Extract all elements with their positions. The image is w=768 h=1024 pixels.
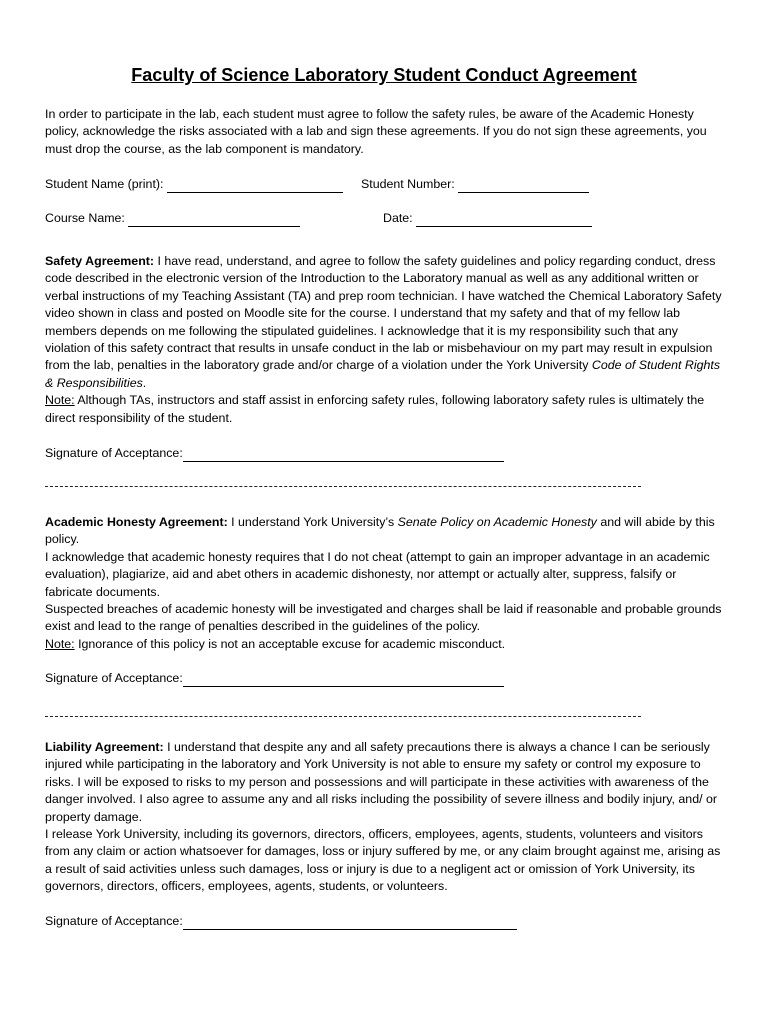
academic-intro-paragraph [45, 514, 725, 549]
section-divider [45, 716, 641, 717]
safety-body: I have read, understand, and agree to follow the safety guidelines and policy regarding conduct, dress code described in the electronic version of the Introduction to the Laboratory manual as well as any additional written or verbal instructions of my Teaching Assistant (TA) and prep room technician. I have watched the Chemical Laboratory Safety video shown in class and posted on Moodle site for the course. I understand that my safety and that of my fellow lab members depends on me following the stipulated guidelines. I acknowledge that it is my responsibility such that any violation of this safety contract that results in unsafe conduct in the lab or misbehaviour on my part may result in expulsion from the lab, penalties in the laboratory grade and/or charge of a violation under the York University [45, 254, 722, 373]
liability-heading: Liability Agreement: [45, 740, 164, 754]
safety-note-text: Although TAs, instructors and staff assist in enforcing safety rules, following laboratory safety rules is ultimately the direct responsibility of the student. [45, 393, 705, 425]
student-number-field[interactable] [361, 176, 589, 193]
academic-intro: I understand York University’s [227, 515, 398, 529]
academic-note-text: Ignorance of this policy is not an acceptable excuse for academic misconduct. [74, 636, 506, 651]
intro-paragraph: In order to participate in the lab, each student must agree to follow the safety rules, be aware of the Academic Honesty policy, acknowledge the risks associated with a lab and sign these agreements. If you do not sign these agreements, you must drop the course, as the lab component is mandatory. [45, 107, 707, 156]
section-divider [45, 486, 641, 487]
safety-note-label: Note: [45, 393, 75, 408]
signature-label: Signature of Acceptance: [45, 446, 183, 460]
academic-note [45, 636, 725, 653]
student-name-field[interactable] [45, 176, 343, 193]
safety-signature-field[interactable] [45, 445, 504, 462]
student-number-label: Student Number: [361, 177, 455, 191]
course-name-line[interactable] [128, 212, 300, 227]
student-name-label: Student Name (print): [45, 177, 164, 191]
signature-label: Signature of Acceptance: [45, 914, 183, 928]
liability-section [45, 739, 725, 896]
academic-signature-field[interactable] [45, 670, 504, 687]
academic-signature-line[interactable] [183, 672, 504, 687]
academic-paragraph-2: I acknowledge that academic honesty requires that I do not cheat (attempt to gain an improper advantage in an academic evaluation), plagiarize, aid and abet others in academic dishonesty, nor attempt or actually alter, suppress, falsify or fabricate documents. [45, 549, 710, 599]
date-label: Date: [383, 211, 413, 225]
signature-label: Signature of Acceptance: [45, 671, 183, 685]
safety-body-end: . [142, 375, 147, 390]
student-number-line[interactable] [458, 178, 589, 193]
liability-signature-field[interactable] [45, 913, 517, 930]
student-name-line[interactable] [167, 178, 343, 193]
academic-section [45, 514, 725, 653]
date-line[interactable] [416, 212, 592, 227]
liability-body: I understand that despite any and all safety precautions there is always a chance I can be seriously injured while participating in the laboratory and York University is not able to ensure my safety or control my exposure to risks. I will be exposed to risks to my person and possessions and will participate in these activities with awareness of the danger involved. I also agree to assume any and all risks including the possibility of severe illness and bodily injury, and/ or property damage. [45, 740, 717, 824]
liability-paragraph-2: I release York University, including its governors, directors, officers, employees, agents, students, volunteers and visitors from any claim or action whatsoever for damages, loss or injury suffered by me, or any claim brought against me, arising as a result of said activities unless such damages, loss or injury is due to a negligent act or omission of York University, its governors, directors, officers, employees, agents, students, or volunteers. [45, 827, 721, 894]
academic-paragraph-3: Suspected breaches of academic honesty will be investigated and charges shall be laid if reasonable and probable grounds exist and lead to the range of penalties described in the guidelines of the policy. [45, 602, 722, 634]
safety-section [45, 253, 725, 427]
liability-signature-line[interactable] [183, 915, 517, 930]
safety-signature-line[interactable] [183, 447, 504, 462]
liability-paragraph-1 [45, 739, 725, 826]
senate-policy-title: Senate Policy on Academic Honesty [397, 515, 597, 529]
academic-note-label: Note: [45, 636, 75, 651]
academic-intro-end: and will abide by this policy. [45, 515, 715, 547]
code-of-rights-title: Code of Student Rights & Responsibilities [45, 358, 721, 390]
course-name-label: Course Name: [45, 211, 125, 225]
safety-paragraph [45, 253, 725, 392]
academic-heading: Academic Honesty Agreement: [45, 515, 228, 529]
date-field[interactable] [383, 210, 592, 227]
page-title: Faculty of Science Laboratory Student Conduct Agreement [131, 65, 637, 85]
safety-note [45, 392, 725, 427]
course-name-field[interactable] [45, 210, 300, 227]
safety-heading: Safety Agreement: [45, 254, 155, 268]
